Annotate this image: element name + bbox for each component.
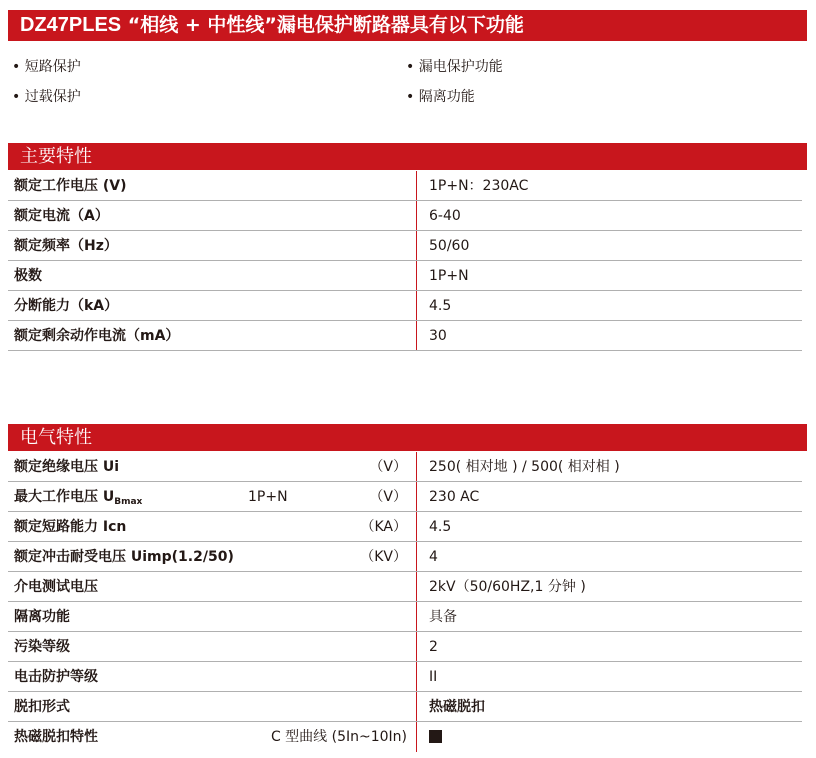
spec-label: 额定冲击耐受电压 Uimp(1.2/50)	[14, 549, 234, 565]
spec-value: 4	[429, 549, 438, 565]
spec-label: 电击防护等级	[14, 669, 98, 685]
column-divider	[416, 452, 417, 481]
spec-label: 隔离功能	[14, 609, 70, 625]
section-title: 电气特性	[20, 427, 92, 448]
spec-curve: C 型曲线 (5In~10In)	[270, 729, 407, 745]
spec-value: 230 AC	[429, 489, 480, 505]
spec-label: 额定频率（Hz）	[14, 238, 118, 254]
spec-unit: （V）	[369, 459, 407, 475]
spec-value: 1P+N	[429, 268, 469, 284]
spec-value: 50/60	[429, 238, 470, 254]
table-row	[8, 512, 802, 542]
table-row	[8, 452, 802, 482]
spec-value: 具备	[429, 609, 457, 625]
column-divider	[416, 512, 417, 541]
title-text: “相线 + 中性线”漏电保护断路器具有以下功能	[121, 14, 524, 36]
product-model: DZ47PLES	[20, 14, 122, 36]
spec-label: 额定工作电压 (V)	[14, 178, 127, 194]
spec-label: 热磁脱扣特性	[14, 729, 98, 745]
spec-value: II	[429, 669, 438, 685]
spec-label: 额定绝缘电压 Ui	[14, 459, 120, 475]
column-divider	[416, 201, 417, 230]
main-spec-table	[8, 171, 802, 351]
spec-label: 额定剩余动作电流（mA）	[14, 328, 180, 344]
table-row	[8, 291, 802, 321]
feature-item: • 隔离功能	[406, 89, 475, 105]
spec-label: 极数	[14, 268, 42, 284]
title-bar	[8, 10, 807, 41]
column-divider	[416, 542, 417, 571]
spec-unit: （KA）	[360, 519, 407, 535]
column-divider	[416, 231, 417, 260]
spec-unit: （V）	[369, 489, 407, 505]
spec-label: 介电测试电压	[14, 579, 98, 595]
spec-label: 脱扣形式	[14, 699, 70, 715]
spec-value: 热磁脱扣	[429, 699, 485, 715]
table-row	[8, 722, 802, 752]
spec-label: 额定电流（A）	[14, 208, 109, 224]
spec-value: 4.5	[429, 298, 452, 314]
table-row	[8, 482, 802, 512]
spec-value: 1P+N：230AC	[429, 178, 529, 194]
spec-unit: （KV）	[360, 549, 407, 565]
column-divider	[416, 261, 417, 290]
table-row	[8, 602, 802, 632]
spec-label-subscript: Bmax	[114, 497, 143, 507]
column-divider	[416, 602, 417, 631]
spec-pole: 1P+N	[248, 489, 288, 505]
column-divider	[416, 722, 417, 752]
spec-value: 6-40	[429, 208, 461, 224]
spec-value: 250( 相对地 ) / 500( 相对相 )	[429, 459, 620, 475]
feature-item: • 漏电保护功能	[406, 59, 503, 75]
column-divider	[416, 291, 417, 320]
spec-value: 4.5	[429, 519, 452, 535]
black-square-icon	[429, 730, 442, 743]
column-divider	[416, 692, 417, 721]
column-divider	[416, 482, 417, 511]
table-row	[8, 572, 802, 602]
table-row	[8, 542, 802, 572]
feature-item: • 短路保护	[12, 59, 81, 75]
section-header-main	[8, 143, 807, 170]
spec-label-text: 最大工作电压 U	[14, 489, 115, 505]
table-row	[8, 321, 802, 351]
table-row	[8, 171, 802, 201]
table-row	[8, 662, 802, 692]
section-header-electrical	[8, 424, 807, 451]
column-divider	[416, 632, 417, 661]
spec-label: 分断能力（kA）	[14, 298, 119, 314]
table-row	[8, 261, 802, 291]
spec-value: 30	[429, 328, 447, 344]
table-row	[8, 632, 802, 662]
electrical-spec-table	[8, 452, 802, 752]
feature-item: • 过载保护	[12, 89, 81, 105]
spec-label: 污染等级	[14, 639, 70, 655]
spec-label: 额定短路能力 Icn	[14, 519, 127, 535]
spec-value: 2	[429, 639, 438, 655]
column-divider	[416, 662, 417, 691]
table-row	[8, 692, 802, 722]
column-divider	[416, 572, 417, 601]
section-title: 主要特性	[20, 146, 92, 167]
table-row	[8, 231, 802, 261]
column-divider	[416, 321, 417, 350]
spec-value: 2kV（50/60HZ,1 分钟 )	[429, 579, 586, 595]
column-divider	[416, 171, 417, 200]
table-row	[8, 201, 802, 231]
spec-value	[429, 722, 442, 752]
